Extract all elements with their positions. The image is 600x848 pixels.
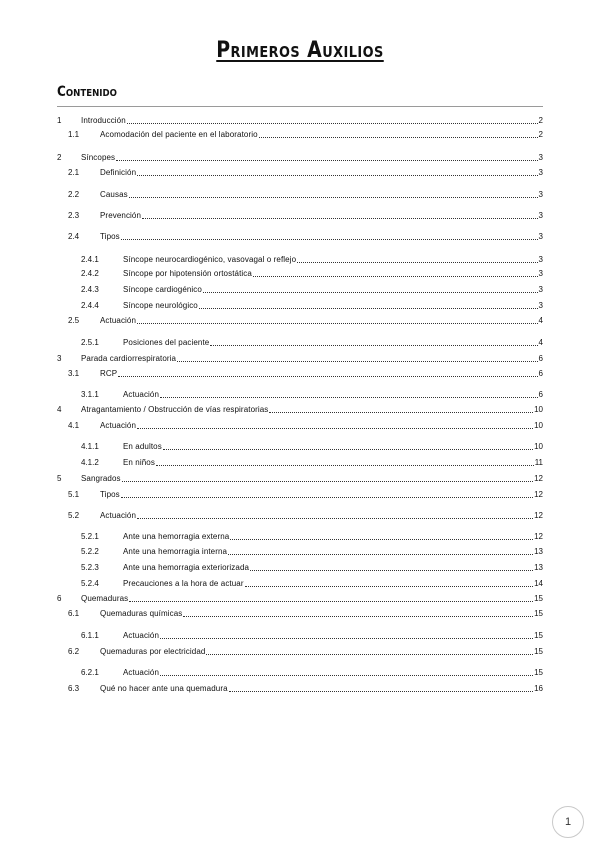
toc-entry-number: 2.5 xyxy=(68,316,80,325)
toc-entry-title: Síncope neurocardiogénico, vasovagal o reflejo xyxy=(123,255,297,264)
toc-entry[interactable] xyxy=(81,667,543,678)
toc-entry-number: 5.2.2 xyxy=(81,547,99,556)
toc-entry[interactable] xyxy=(68,231,543,242)
toc-entry-page: 3 xyxy=(538,255,543,264)
toc-entry-number: 1.1 xyxy=(68,130,80,139)
toc-dot-leader xyxy=(160,637,533,639)
toc-entry[interactable] xyxy=(57,473,543,484)
toc-dot-leader xyxy=(297,261,537,263)
toc-entry-page: 2 xyxy=(538,130,543,139)
toc-entry-number: 2 xyxy=(57,153,62,162)
toc-entry[interactable] xyxy=(68,420,543,431)
toc-entry-page: 3 xyxy=(538,168,543,177)
toc-entry-number: 5 xyxy=(57,474,62,483)
toc-entry[interactable] xyxy=(57,115,543,126)
toc-entry-title: En niños xyxy=(123,458,155,467)
page-number-badge xyxy=(552,806,584,838)
toc-entry-page: 15 xyxy=(534,594,543,603)
toc-entry-number: 3 xyxy=(57,354,62,363)
toc-entry-number: 3.1 xyxy=(68,369,80,378)
toc-entry-page: 12 xyxy=(534,490,543,499)
toc-dot-leader xyxy=(118,375,537,377)
toc-dot-leader xyxy=(121,496,533,498)
toc-entry[interactable] xyxy=(81,300,543,311)
toc-entry-title: Introducción xyxy=(81,116,126,125)
toc-entry[interactable] xyxy=(68,510,543,521)
toc-entry-page: 13 xyxy=(534,563,543,572)
toc-dot-leader xyxy=(259,136,538,138)
toc-entry-number: 6 xyxy=(57,594,62,603)
toc-entry-title: Síncope neurológico xyxy=(123,301,198,310)
toc-entry[interactable] xyxy=(57,593,543,604)
toc-entry[interactable] xyxy=(68,646,543,657)
toc-entry-title: Qué no hacer ante una quemadura xyxy=(100,684,228,693)
toc-entry-page: 3 xyxy=(538,269,543,278)
toc-dot-leader xyxy=(177,360,537,362)
toc-dot-leader xyxy=(160,674,533,676)
toc-entry[interactable] xyxy=(68,189,543,200)
toc-entry-number: 5.2 xyxy=(68,511,80,520)
toc-entry-title: Actuación xyxy=(123,668,160,677)
toc-entry-page: 4 xyxy=(538,338,543,347)
toc-dot-leader xyxy=(121,238,538,240)
page-number: 1 xyxy=(564,816,572,828)
toc-entry[interactable] xyxy=(81,630,543,641)
toc-entry[interactable] xyxy=(81,284,543,295)
toc-entry[interactable] xyxy=(68,129,543,140)
toc-dot-leader xyxy=(183,615,533,617)
toc-dot-leader xyxy=(137,517,533,519)
toc-entry-title: Prevención xyxy=(100,211,142,220)
toc-entry[interactable] xyxy=(81,254,543,265)
toc-entry-page: 16 xyxy=(534,684,543,693)
toc-entry[interactable] xyxy=(68,167,543,178)
toc-entry[interactable] xyxy=(57,353,543,364)
toc-entry-page: 10 xyxy=(534,421,543,430)
toc-entry-page: 6 xyxy=(538,354,543,363)
toc-dot-leader xyxy=(229,690,533,692)
toc-entry-title: Tipos xyxy=(100,490,120,499)
toc-entry-title: Parada cardiorrespiratoria xyxy=(81,354,177,363)
toc-entry-page: 6 xyxy=(538,390,543,399)
toc-entry-title: Quemaduras xyxy=(81,594,129,603)
toc-dot-leader xyxy=(206,653,533,655)
toc-entry[interactable] xyxy=(68,489,543,500)
toc-entry-page: 3 xyxy=(538,301,543,310)
toc-dot-leader xyxy=(228,553,533,555)
toc-dot-leader xyxy=(137,322,538,324)
toc-entry-page: 3 xyxy=(538,211,543,220)
toc-entry-title: Quemaduras químicas xyxy=(100,609,183,618)
toc-entry-page: 14 xyxy=(534,579,543,588)
toc-entry-number: 4.1.2 xyxy=(81,458,99,467)
toc-entry-page: 10 xyxy=(534,442,543,451)
toc-dot-leader xyxy=(127,122,538,124)
toc-dot-leader xyxy=(142,217,538,219)
toc-entry-number: 2.4.4 xyxy=(81,301,99,310)
toc-dot-leader xyxy=(116,159,537,161)
toc-entry-title: Ante una hemorragia externa xyxy=(123,532,230,541)
toc-entry-page: 12 xyxy=(534,532,543,541)
toc-entry-number: 4 xyxy=(57,405,62,414)
toc-entry-page: 12 xyxy=(534,474,543,483)
toc-dot-leader xyxy=(129,600,533,602)
toc-entry-title: Actuación xyxy=(100,421,137,430)
toc-entry-number: 6.2 xyxy=(68,647,80,656)
toc-entry-number: 2.2 xyxy=(68,190,80,199)
toc-entry-number: 6.3 xyxy=(68,684,80,693)
toc-dot-leader xyxy=(160,396,538,398)
toc-entry-page: 4 xyxy=(538,316,543,325)
toc-entry-number: 2.5.1 xyxy=(81,338,99,347)
toc-entry[interactable] xyxy=(68,315,543,326)
toc-entry-title: Actuación xyxy=(123,390,160,399)
toc-entry-title: Ante una hemorragia interna xyxy=(123,547,228,556)
toc-entry-number: 2.3 xyxy=(68,211,80,220)
toc-entry-page: 10 xyxy=(534,405,543,414)
toc-dot-leader xyxy=(269,411,533,413)
toc-entry-number: 1 xyxy=(57,116,62,125)
toc-dot-leader xyxy=(129,196,538,198)
toc-dot-leader xyxy=(245,585,533,587)
toc-dot-leader xyxy=(230,538,533,540)
toc-entry-title: En adultos xyxy=(123,442,162,451)
toc-entry-title: Definición xyxy=(100,168,137,177)
toc-entry-page: 3 xyxy=(538,153,543,162)
toc-entry-title: Sangrados xyxy=(81,474,121,483)
toc-entry-page: 15 xyxy=(534,609,543,618)
toc-entry-title: Síncopes xyxy=(81,153,116,162)
toc-entry[interactable] xyxy=(81,441,543,452)
toc-entry-title: Síncope por hipotensión ortostática xyxy=(123,269,252,278)
toc-entry-page: 15 xyxy=(534,631,543,640)
toc-entry-title: Actuación xyxy=(123,631,160,640)
toc-entry[interactable] xyxy=(68,683,543,694)
toc-entry-title: Actuación xyxy=(100,511,137,520)
toc-entry-number: 2.4.1 xyxy=(81,255,99,264)
toc-entry[interactable] xyxy=(81,578,543,589)
toc-dot-leader xyxy=(122,480,533,482)
toc-entry-number: 5.2.4 xyxy=(81,579,99,588)
toc-dot-leader xyxy=(156,464,534,466)
toc-entry-page: 12 xyxy=(534,511,543,520)
toc-entry-page: 3 xyxy=(538,285,543,294)
toc-entry[interactable] xyxy=(68,608,543,619)
toc-entry-title: Acomodación del paciente en el laboratorio xyxy=(100,130,258,139)
toc-entry-number: 6.1 xyxy=(68,609,80,618)
toc-entry[interactable] xyxy=(81,337,543,348)
toc-entry-page: 3 xyxy=(538,232,543,241)
toc-entry-title: RCP xyxy=(100,369,118,378)
toc-entry-title: Posiciones del paciente xyxy=(123,338,210,347)
toc-entry[interactable] xyxy=(68,210,543,221)
toc-dot-leader xyxy=(210,344,537,346)
toc-entry-page: 3 xyxy=(538,190,543,199)
toc-entry-page: 13 xyxy=(534,547,543,556)
toc-entry[interactable] xyxy=(81,562,543,573)
toc-entry-number: 6.1.1 xyxy=(81,631,99,640)
toc-entry-title: Síncope cardiogénico xyxy=(123,285,202,294)
toc-entry-title: Precauciones a la hora de actuar xyxy=(123,579,244,588)
toc-entry[interactable] xyxy=(81,546,543,557)
toc-entry-page: 6 xyxy=(538,369,543,378)
toc-entry-title: Tipos xyxy=(100,232,120,241)
toc-entry[interactable] xyxy=(81,389,543,400)
toc-entry-title: Quemaduras por electricidad xyxy=(100,647,206,656)
toc-entry-title: Ante una hemorragia exteriorizada xyxy=(123,563,250,572)
toc-entry-number: 5.1 xyxy=(68,490,80,499)
page-title: Primeros Auxilios xyxy=(216,38,384,63)
toc-entry-number: 4.1 xyxy=(68,421,80,430)
toc-entry-page: 11 xyxy=(534,458,543,467)
toc-entry[interactable] xyxy=(57,152,543,163)
toc-entry-number: 2.1 xyxy=(68,168,80,177)
toc-entry-number: 2.4.3 xyxy=(81,285,99,294)
toc-entry-title: Atragantamiento / Obstrucción de vías respiratorias xyxy=(81,405,269,414)
toc-entry[interactable] xyxy=(57,404,543,415)
toc-entry-number: 4.1.1 xyxy=(81,442,99,451)
toc-entry-number: 6.2.1 xyxy=(81,668,99,677)
toc-entry-page: 15 xyxy=(534,668,543,677)
toc-entry[interactable] xyxy=(68,368,543,379)
toc-entry-number: 5.2.3 xyxy=(81,563,99,572)
toc-entry[interactable] xyxy=(81,457,543,468)
toc-entry-title: Actuación xyxy=(100,316,137,325)
toc-entry-page: 2 xyxy=(538,116,543,125)
toc-dot-leader xyxy=(250,569,533,571)
toc-entry-number: 2.4.2 xyxy=(81,269,99,278)
toc-entry-number: 5.2.1 xyxy=(81,532,99,541)
toc-dot-leader xyxy=(137,427,533,429)
toc-heading: Contenido xyxy=(57,84,117,100)
toc-dot-leader xyxy=(199,307,538,309)
toc-entry-number: 2.4 xyxy=(68,232,80,241)
toc-dot-leader xyxy=(203,291,538,293)
toc-entry-page: 15 xyxy=(534,647,543,656)
toc-entry-number: 3.1.1 xyxy=(81,390,99,399)
toc-dot-leader xyxy=(253,275,538,277)
toc-dot-leader xyxy=(163,448,533,450)
toc-dot-leader xyxy=(137,174,537,176)
toc-entry[interactable] xyxy=(81,268,543,279)
toc-entry[interactable] xyxy=(81,531,543,542)
toc-entry-title: Causas xyxy=(100,190,128,199)
